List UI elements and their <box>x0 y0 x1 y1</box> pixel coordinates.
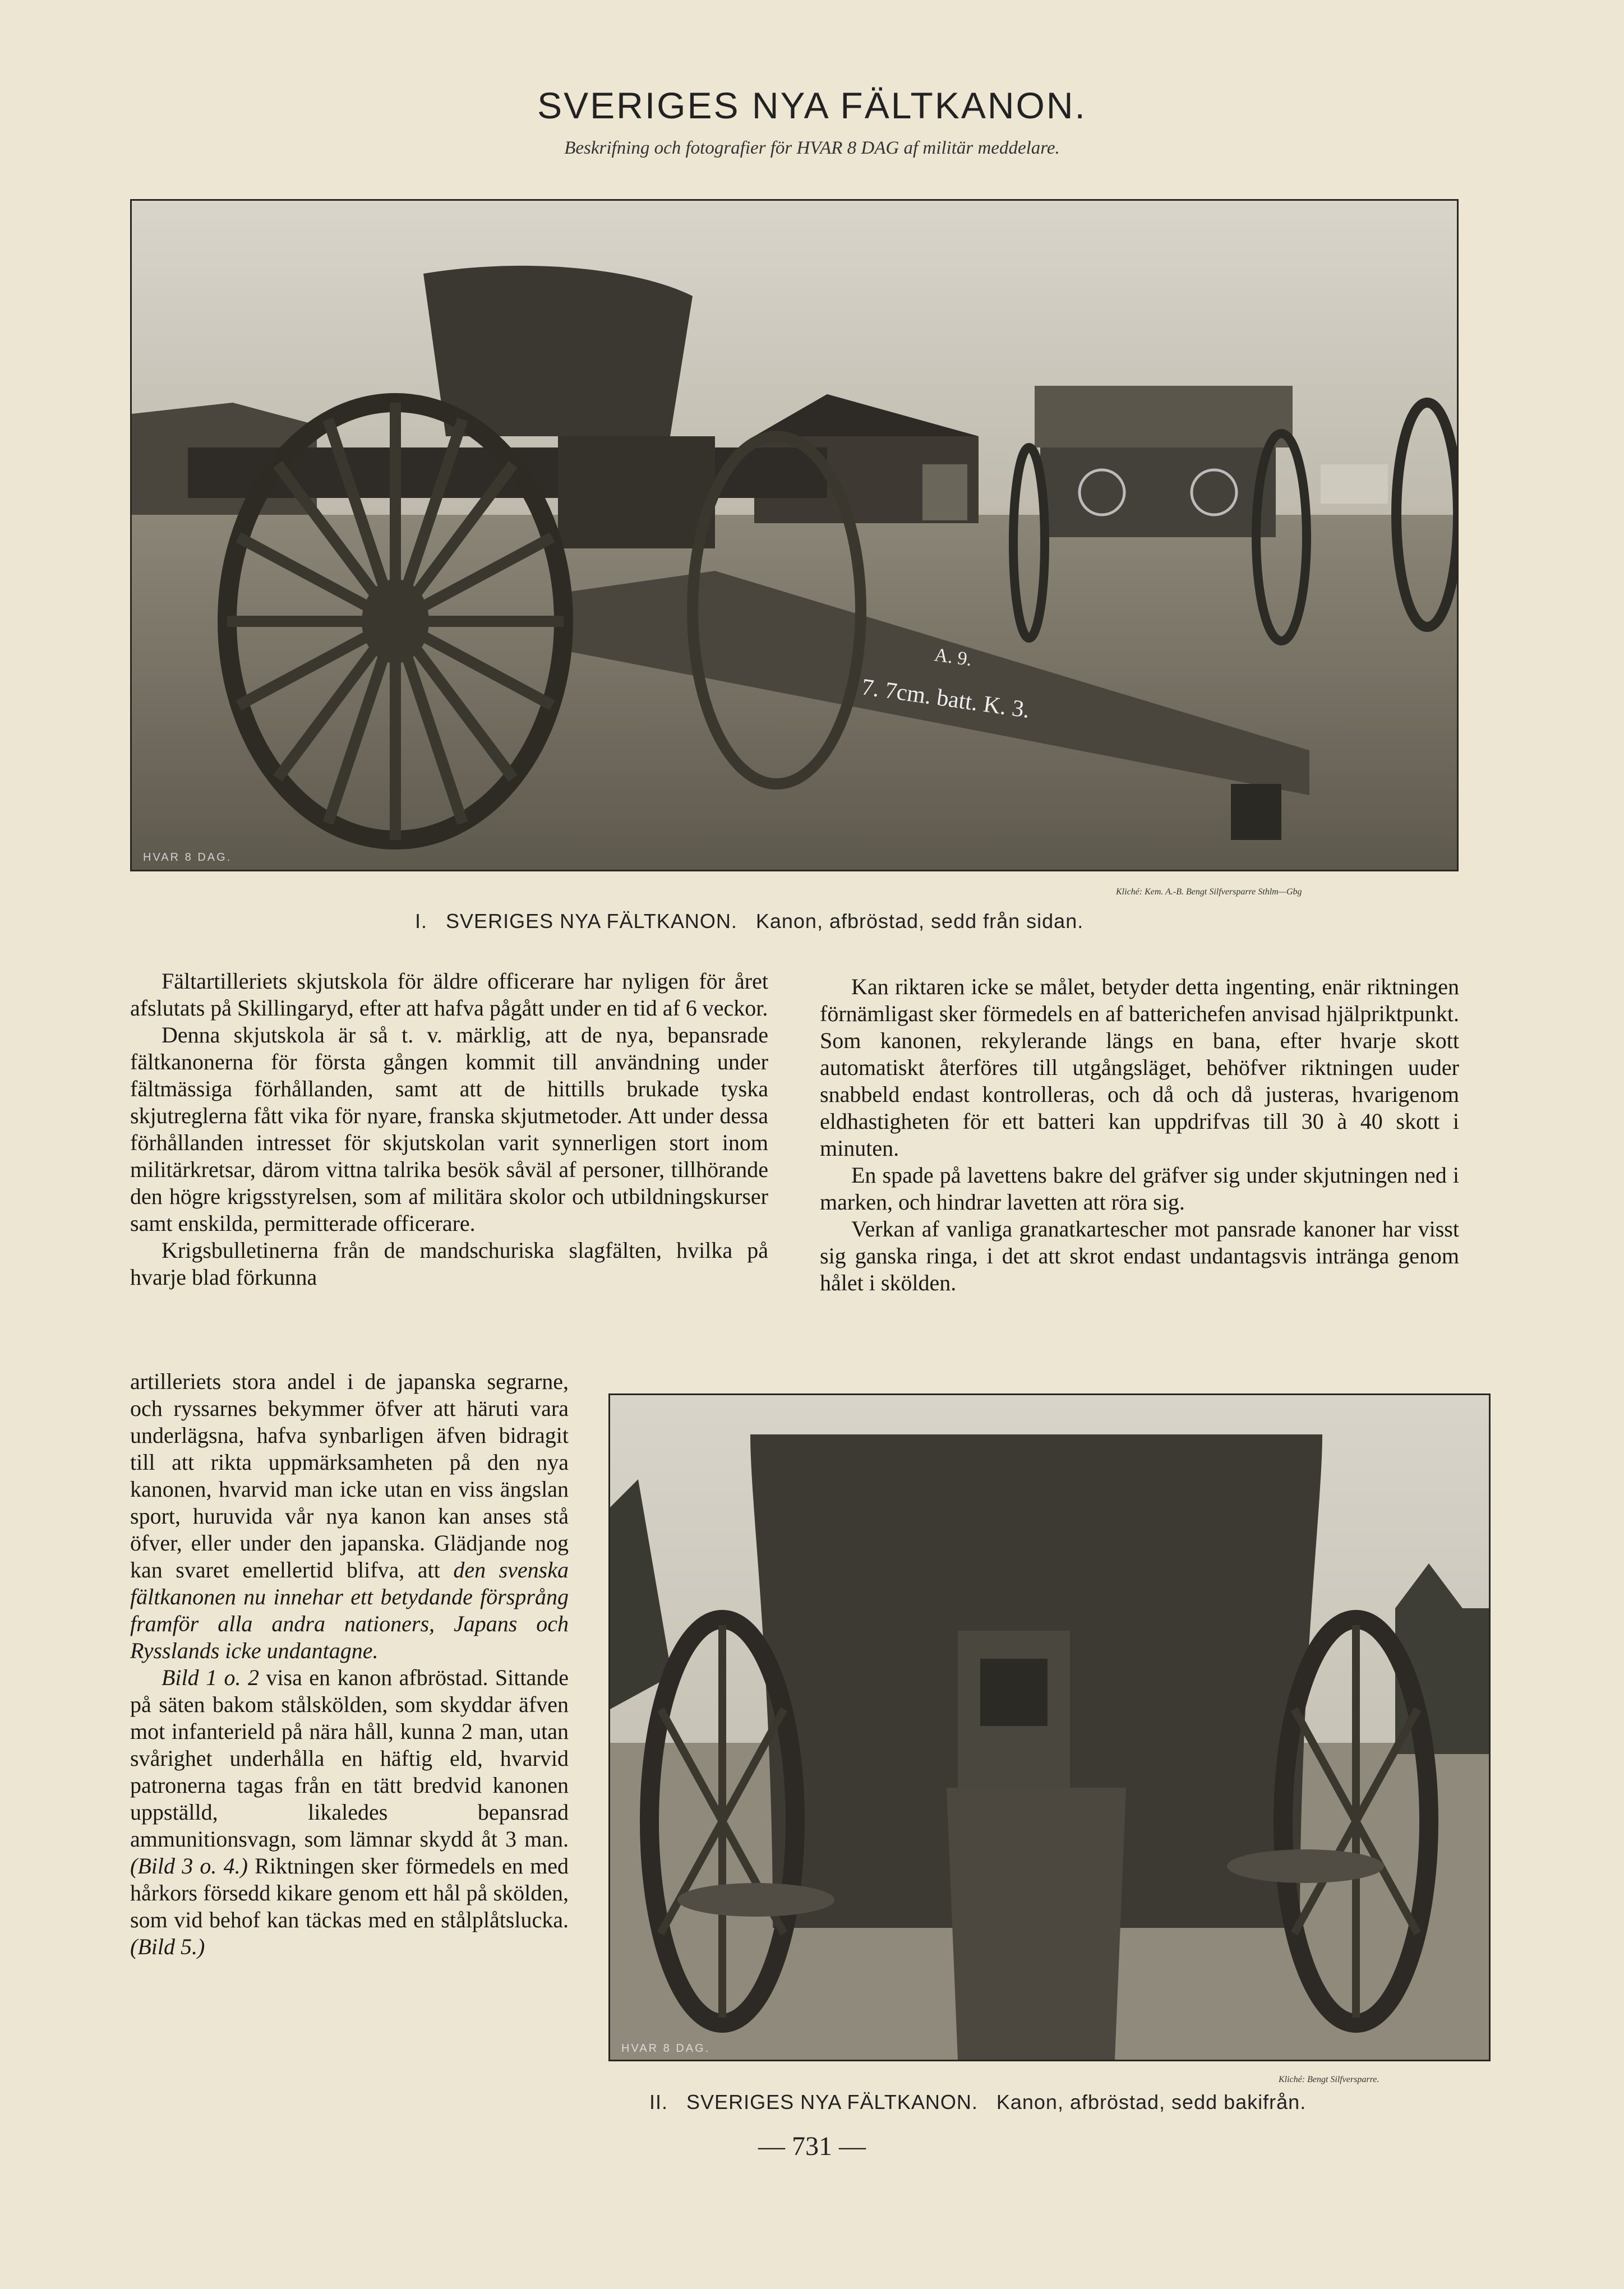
left-para-1: Fältartilleriets skjutskola för äldre officerare har nyligen för året afslutats på Skillingaryd, efter att hafva pågått under en tid af 6 veckor. <box>130 968 768 1021</box>
gun-marking-2: 7. 7cm. batt. K. 3. <box>860 674 1032 723</box>
right-para-3: Verkan af vanliga granatkartescher mot pansrade kanoner har visst sig ganska ringa, i det att skrot endast undantagsvis intränga genom hålet i skölden. <box>820 1216 1459 1295</box>
narrow-para-3-italic: den svenska fältkanonen nu innehar ett betydande försprång framför alla andra nationers, Japans och Rysslands icke undantagne. <box>130 1557 569 1663</box>
figure1-caption-num: I. <box>415 910 428 933</box>
narrow-para-4-text-2: Riktningen sker förmedels en med hårkors försedd kikare genom ett hål på skölden, som vid behof kan täckas med en stålplåtslucka. <box>130 1853 569 1932</box>
figure2-caption-num: II. <box>649 2090 668 2113</box>
right-column <box>820 973 1459 1296</box>
cannon-rear-illustration <box>610 1395 1489 2060</box>
page-title: SVERIGES NYA FÄLTKANON. <box>537 85 1087 126</box>
narrow-para-3 <box>130 1368 569 1664</box>
page-number: — 731 — <box>758 2131 866 2161</box>
photo-stamp: HVAR 8 DAG. <box>143 851 232 864</box>
left-column-top <box>130 968 768 1291</box>
figure1-caption <box>415 910 1083 933</box>
page-subtitle: Beskrifning och fotografier för HVAR 8 DAG af militär meddelare. <box>564 138 1060 158</box>
figure2-caption-text: Kanon, afbröstad, sedd bakifrån. <box>996 2090 1307 2113</box>
gun-marking-1: A. 9. <box>933 644 974 671</box>
narrow-para-4 <box>130 1664 569 1960</box>
photo-cannon-rear-view <box>608 1393 1491 2061</box>
figure2-caption <box>649 2090 1306 2114</box>
left-para-3-start: Krigsbulletinerna från de mandschuriska slagfälten, hvilka på hvarje blad förkunna <box>130 1238 768 1290</box>
cannon-wheel <box>227 403 564 840</box>
narrow-para-4-ref-1: Bild 1 o. 2 <box>162 1665 259 1690</box>
narrow-para-4-ref-2: (Bild 3 o. 4.) <box>130 1853 248 1879</box>
figure1-caption-text: Kanon, afbröstad, sedd från sidan. <box>755 910 1084 933</box>
figure1-caption-title: SVERIGES NYA FÄLTKANON. <box>446 910 737 933</box>
figure2-caption-title: SVERIGES NYA FÄLTKANON. <box>686 2090 978 2113</box>
cannon-side-illustration <box>132 201 1457 870</box>
narrow-para-4-ref-3: (Bild 5.) <box>130 1934 205 1959</box>
narrow-para-3-text: artilleriets stora andel i de japanska segrarne, och ryssarnes bekymmer öfver att häruti vara underlägsna, hafva synbarligen äfven bidragit till att rikta uppmärksamheten på den nya kanonen, hvarvid man icke utan en viss ängslan sport, huruvida vår nya kanon kan anses stå öfver, eller under den japanska. Glädjande nog kan svaret emellertid blifva, att <box>130 1369 569 1582</box>
figure2-credit: Kliché: Bengt Silfversparre. <box>1279 2075 1380 2084</box>
narrow-para-4-text: visa en kanon afbröstad. Sittande på säten bakom stålskölden, som skyddar äfven mot infanterield på nära håll, kunna 2 man, utan svårighet underhålla en häftig eld, hvarvid patronerna tagas från en tätt bredvid kanonen uppställd, likaledes bepansrad ammunitionsvagn, som lämnar skydd åt 3 man. <box>130 1665 569 1852</box>
photo-stamp-2: HVAR 8 DAG. <box>621 2042 710 2055</box>
right-para-2: En spade på lavettens bakre del gräfver sig under skjutningen ned i marken, och hindrar lavetten att röra sig. <box>820 1162 1459 1215</box>
figure1-credit: Kliché: Kem. A.-B. Bengt Silfversparre Sthlm—Gbg <box>1116 887 1302 897</box>
left-column-narrow <box>130 1368 569 1960</box>
right-para-1: Kan riktaren icke se målet, betyder detta ingenting, enär riktningen förnämligast sker förmedels en af batterichefen anvisad hjälpriktpunkt. Som kanonen, rekylerande längs en bana, efter hvarje skott automatiskt återföres till utgångsläget, behöfver riktningen uuder snabbeld endast kontrolleras, och då och då justeras, hvarigenom eldhastigheten för ett batteri kan uppdrifvas till 30 à 40 skott i minuten. <box>820 974 1459 1161</box>
left-para-2: Denna skjutskola är så t. v. märklig, att de nya, bepansrade fältkanonerna för första gången kommit till användning under fältmässiga förhållanden, samt att de hittills brukade tyska skjutreglerna fått vika för nyare, franska skjutmetoder. Att under dessa förhållanden intresset för skjutskolan varit synnerligen stort inom militärkretsar, därom vittna talrika besök såväl af personer, tillhörande den högre krigsstyrelsen, som af militära skolor och utbildningskurser samt enskilda, permitterade officerare. <box>130 1022 768 1236</box>
photo-cannon-side-view <box>130 199 1459 871</box>
